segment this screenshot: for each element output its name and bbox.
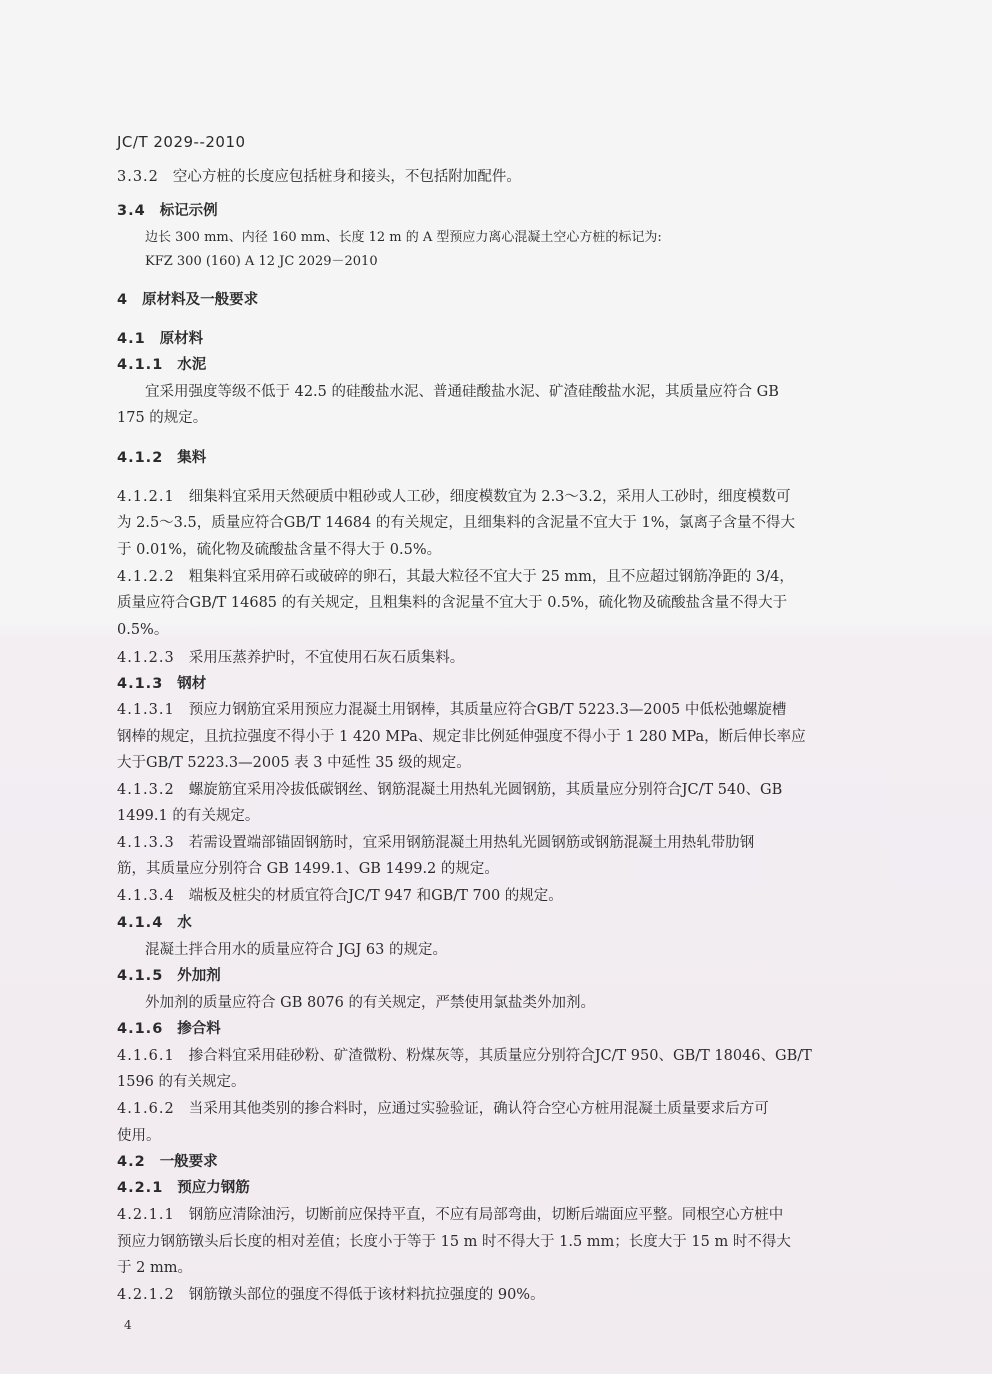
clause-text: 一般要求 [159,1154,218,1170]
clause-text: 预应力钢筋 [177,1180,250,1196]
clause-text: 标记示例 [159,203,218,219]
section-heading [117,329,203,349]
clause-text: 预应力钢筋宜采用预应力混凝土用钢棒，其质量应符合GB/T 5223.3—2005 中低松弛螺旋槽 [188,702,787,718]
text-line [117,886,563,906]
text-line [117,1126,161,1146]
clause-number: 4 [117,292,129,308]
clause-text: 空心方桩的长度应包括桩身和接头，不包括附加配件。 [172,169,521,185]
clause-text: 端板及桩尖的材质宜符合JC/T 947 和GB/T 700 的规定。 [188,888,563,904]
clause-text: 钢筋镦头部位的强度不得低于该材料抗拉强度的 90%。 [188,1287,545,1303]
text-line [145,940,447,960]
section-heading [117,1178,250,1198]
text-line [117,833,754,853]
clause-number: 4.2.1.2 [117,1287,175,1303]
clause-text: 螺旋筋宜采用冷拔低碳钢丝、钢筋混凝土用热轧光圆钢筋，其质量应分别符合JC/T 540、GB [188,782,783,798]
clause-text: 外加剂 [177,968,221,984]
clause-text: 细集料宜采用天然硬质中粗砂或人工砂，细度模数宜为 2.3～3.2，采用人工砂时，细度模数可 [188,489,791,505]
example-text [145,252,378,272]
section-heading [117,674,206,694]
clause-number: 4.1.3.2 [117,782,175,798]
clause-text: 水 [177,915,192,931]
clause-number: 4.1.4 [117,915,164,931]
text-line [117,859,499,879]
clause-text: 原材料及一般要求 [142,292,259,308]
text-line [117,1285,545,1305]
clause-text: 于 2 mm。 [117,1260,192,1276]
text-line [117,620,168,640]
clause-text: KFZ 300 (160) A 12 JC 2029－2010 [145,254,378,269]
clause-text: 1499.1 的有关规定。 [117,808,260,824]
section-heading [117,201,218,221]
text-line [117,540,441,560]
text-line [145,382,779,402]
clause-text: 筋，其质量应分别符合 GB 1499.1、GB 1499.2 的规定。 [117,861,499,877]
clause-text: 使用。 [117,1128,161,1144]
clause-text: 原材料 [159,331,204,347]
text-line [117,408,207,428]
clause-number: 4.1.1 [117,357,164,373]
clause-number: 3.4 [117,203,146,219]
clause-number: 4.1.6.2 [117,1101,175,1117]
clause-text: 外加剂的质量应符合 GB 8076 的有关规定，严禁使用氯盐类外加剂。 [145,995,595,1011]
clause-text: 钢材 [177,676,207,692]
clause-number: 3.3.2 [117,169,159,185]
text-line [117,567,794,587]
text-line [117,167,521,187]
text-line [117,593,787,613]
page-number: 4 [124,1318,132,1332]
clause-text: 当采用其他类别的掺合料时，应通过实验验证，确认符合空心方桩用混凝土质量要求后方可 [188,1101,769,1117]
text-line [117,513,795,533]
text-line [117,487,790,507]
text-line [117,806,259,826]
clause-number: 4.1.2 [117,450,164,466]
clause-number: 4.2 [117,1154,146,1170]
text-line [117,1046,812,1066]
clause-text: 边长 300 mm、内径 160 mm、长度 12 m 的 A 型预应力离心混凝土空心方桩的标记为: [145,230,662,245]
text-line [117,648,464,668]
section-heading [117,355,206,375]
clause-text: 钢筋应清除油污，切断前应保持平直，不应有局部弯曲，切断后端面应平整。同根空心方桩中 [188,1207,784,1223]
document-id: JC/T 2029--2010 [117,133,246,151]
clause-text: 掺合料 [177,1021,221,1037]
clause-number: 4.1.3.1 [117,702,175,718]
clause-number: 4.1.6 [117,1021,164,1037]
clause-number: 4.2.1 [117,1180,164,1196]
clause-number: 4.1.2.3 [117,650,175,666]
text-line [117,1099,769,1119]
clause-text: 钢棒的规定，且抗拉强度不得小于 1 420 MPa、规定非比例延伸强度不得小于 1 280 MPa，断后伸长率应 [117,729,806,745]
section-heading [117,966,221,986]
clause-text: 于 0.01%，硫化物及硫酸盐含量不得大于 0.5%。 [117,542,442,558]
clause-text: 若需设置端部锚固钢筋时，宜采用钢筋混凝土用热轧光圆钢筋或钢筋混凝土用热轧带肋钢 [188,835,755,851]
text-line [117,1258,192,1278]
clause-text: 粗集料宜采用碎石或破碎的卵石，其最大粒径不宜大于 25 mm，且不应超过钢筋净距的 3/4， [188,569,794,585]
clause-text: 1596 的有关规定。 [117,1074,246,1090]
clause-number: 4.2.1.1 [117,1207,175,1223]
text-line [117,1232,791,1252]
chapter-heading [117,290,258,310]
clause-text: 大于GB/T 5223.3—2005 表 3 中延性 35 级的规定。 [117,755,471,771]
clause-text: 0.5%。 [117,622,169,638]
clause-number: 4.1.3.4 [117,888,175,904]
clause-text: 宜采用强度等级不低于 42.5 的硅酸盐水泥、普通硅酸盐水泥、矿渣硅酸盐水泥，其质量应符合 GB [145,384,779,400]
section-heading [117,448,206,468]
text-line [117,727,806,747]
text-line [117,1072,246,1092]
text-line [117,780,782,800]
clause-text: 混凝土拌合用水的质量应符合 JGJ 63 的规定。 [145,942,447,958]
section-heading [117,1152,218,1172]
clause-text: 水泥 [177,357,207,373]
section-heading [117,1019,221,1039]
clause-number: 4.1.3.3 [117,835,175,851]
clause-text: 175 的规定。 [117,410,208,426]
text-line [117,700,786,720]
clause-text: 为 2.5～3.5，质量应符合GB/T 14684 的有关规定，且细集料的含泥量不宜大于 1%，氯离子含量不得大 [117,515,795,531]
text-line [117,753,471,773]
clause-number: 4.1.5 [117,968,164,984]
clause-number: 4.1.2.1 [117,489,175,505]
text-line [145,993,595,1013]
text-line [117,1205,783,1225]
clause-number: 4.1 [117,331,146,347]
section-heading [117,913,192,933]
clause-number: 4.1.3 [117,676,164,692]
example-text [145,228,662,248]
clause-text: 质量应符合GB/T 14685 的有关规定，且粗集料的含泥量不宜大于 0.5%，硫化物及硫酸盐含量不得大于 [117,595,788,611]
clause-text: 预应力钢筋镦头后长度的相对差值；长度小于等于 15 m 时不得大于 1.5 mm；长度大于 15 m 时不得大 [117,1234,791,1250]
clause-text: 集料 [177,450,207,466]
clause-number: 4.1.2.2 [117,569,175,585]
clause-number: 4.1.6.1 [117,1048,175,1064]
clause-text: 掺合料宜采用硅砂粉、矿渣微粉、粉煤灰等，其质量应分别符合JC/T 950、GB/T 18046、GB/T [188,1048,812,1064]
clause-text: 采用压蒸养护时，不宜使用石灰石质集料。 [188,650,465,666]
